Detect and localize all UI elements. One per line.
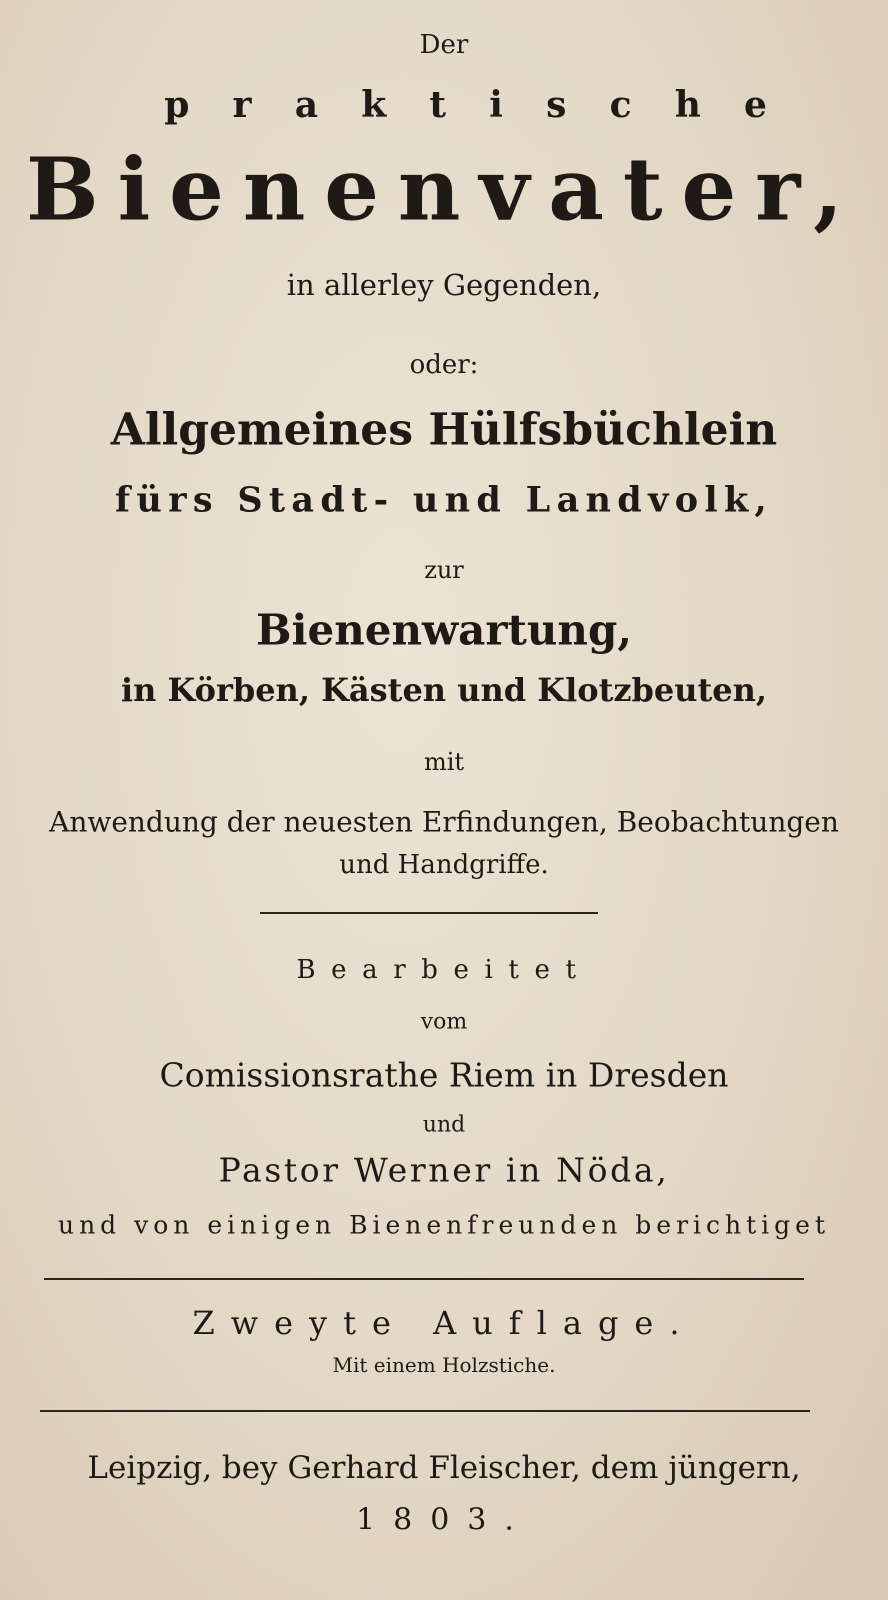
edition: Zweyte Auflage. [192, 1304, 696, 1342]
line-und: und [422, 1112, 466, 1138]
line-anwendung: Anwendung der neuesten Erfindungen, Beobachtungen [49, 805, 839, 839]
line-bearbeitet: Bearbeitet [296, 955, 592, 985]
line-volk: fürs Stadt- und Landvolk, [115, 479, 773, 521]
line-berichtiget: und von einigen Bienenfreunden berichtiget [57, 1210, 831, 1240]
edition-note: Mit einem Holzstiche. [332, 1353, 556, 1377]
line-oder: oder: [409, 350, 479, 380]
line-zur: zur [424, 556, 464, 584]
main-title: Bienenvater, [25, 139, 862, 241]
imprint: Leipzig, bey Gerhard Fleischer, dem jüngern, [87, 1450, 801, 1486]
line-gegenden: in allerley Gegenden, [286, 268, 602, 302]
line-handgriffe: und Handgriffe. [339, 850, 549, 880]
line-vom: vom [420, 1009, 468, 1035]
subtitle: Allgemeines Hülfsbüchlein [110, 404, 778, 456]
line-werner: Pastor Werner in Nöda, [218, 1150, 670, 1190]
divider-rule [44, 1278, 804, 1280]
line-riem: Comissionsrathe Riem in Dresden [159, 1055, 729, 1095]
divider-rule [40, 1410, 810, 1412]
line-der: Der [419, 30, 469, 60]
line-praktische: praktische [164, 84, 811, 126]
year: 1803. [356, 1502, 532, 1538]
line-mit: mit [423, 748, 465, 776]
line-bienenwartung: Bienenwartung, [256, 605, 632, 655]
line-koerben: in Körben, Kästen und Klotzbeuten, [120, 671, 768, 709]
divider-rule [260, 912, 598, 914]
